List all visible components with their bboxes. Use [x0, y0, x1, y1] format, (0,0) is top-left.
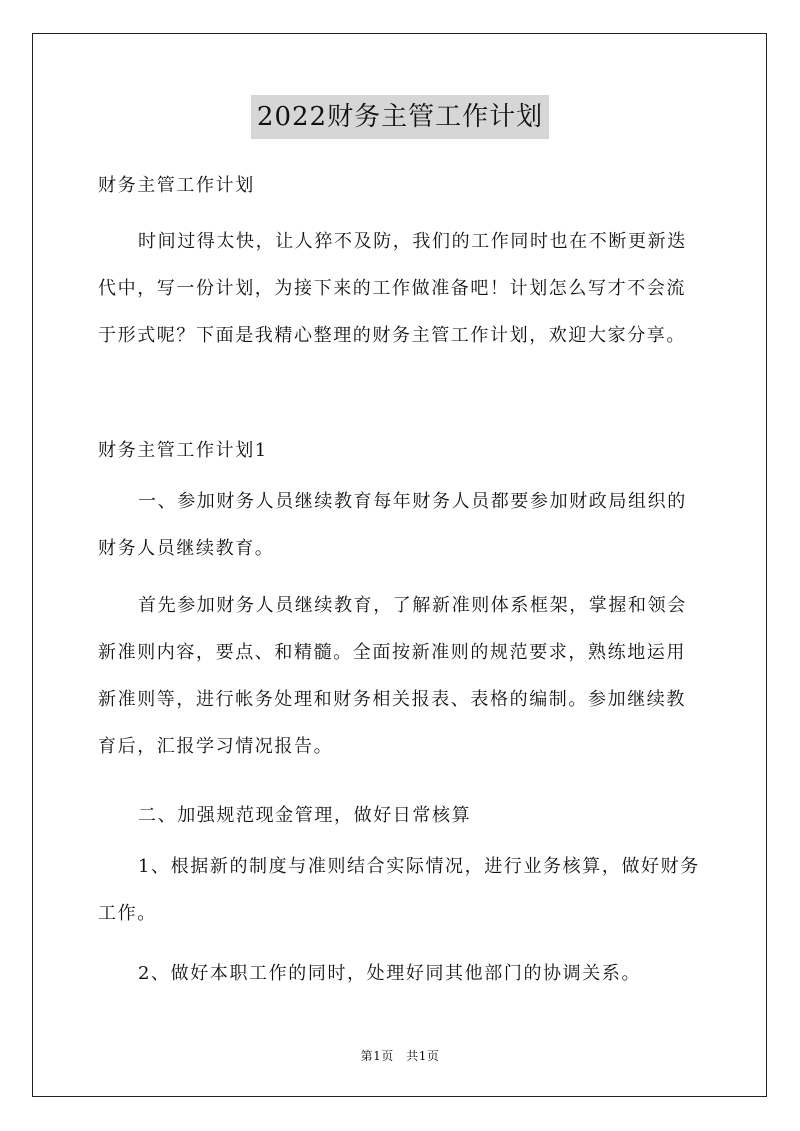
section-heading: 财务主管工作计划1	[98, 440, 268, 461]
item-1-paragraph	[98, 478, 708, 572]
item-1-line-2: 财务人员继续教育。	[98, 538, 275, 559]
paragraph-2	[98, 582, 708, 770]
item-2-heading: 二、加强规范现金管理，做好日常核算	[138, 805, 472, 826]
sub-1-line-2: 工作。	[98, 903, 157, 924]
document-title: 2022财务主管工作计划	[251, 95, 549, 139]
para-2-line-2: 新准则内容，要点、和精髓。全面按新准则的规范要求，熟练地运用	[98, 642, 686, 663]
sub-item-1-paragraph	[98, 843, 708, 937]
sub-item-2-paragraph: 2、做好本职工作的同时，处理好同其他部门的协调关系。	[138, 963, 642, 984]
intro-line-3: 于形式呢？下面是我精心整理的财务主管工作计划，欢迎大家分享。	[98, 325, 686, 346]
intro-line-1: 时间过得太快，让人猝不及防，我们的工作同时也在不断更新迭	[138, 231, 687, 252]
para-2-line-1: 首先参加财务人员继续教育，了解新准则体系框架，掌握和领会	[138, 595, 687, 616]
intro-paragraph	[98, 218, 708, 359]
sub-1-line-1: 1、根据新的制度与准则结合实际情况，进行业务核算，做好财务	[138, 856, 700, 877]
document-subtitle: 财务主管工作计划	[98, 175, 255, 196]
intro-line-2: 代中，写一份计划，为接下来的工作做准备吧！计划怎么写才不会流	[98, 278, 686, 299]
title-wrap	[0, 95, 800, 139]
page-footer: 第1页 共1页	[360, 1049, 440, 1063]
item-1-line-1: 一、参加财务人员继续教育每年财务人员都要参加财政局组织的	[138, 491, 687, 512]
para-2-line-4: 育后，汇报学习情况报告。	[98, 736, 334, 757]
para-2-line-3: 新准则等，进行帐务处理和财务相关报表、表格的编制。参加继续教	[98, 689, 686, 710]
